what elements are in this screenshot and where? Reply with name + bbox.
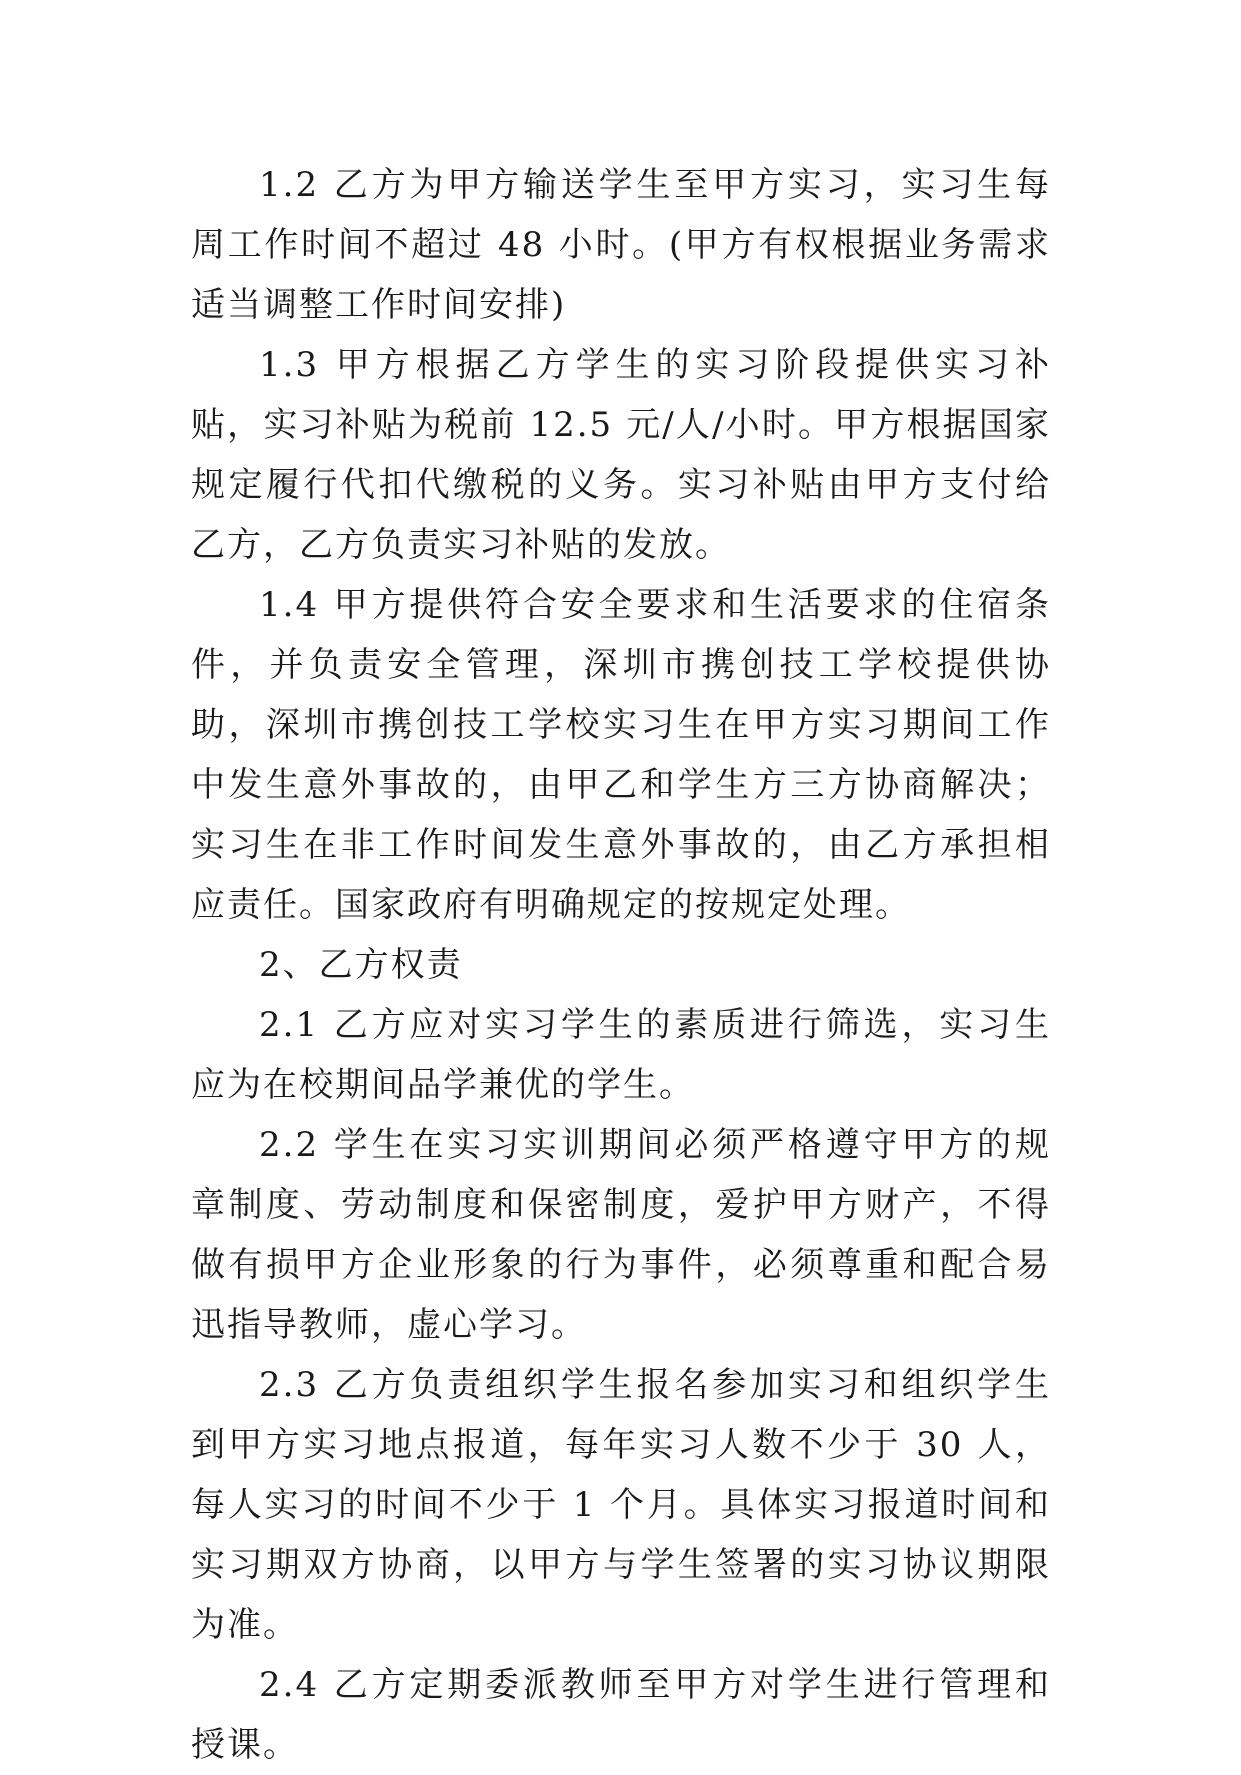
document-body bbox=[191, 155, 1051, 1775]
clause-1-2: 1.2 乙方为甲方输送学生至甲方实习，实习生每周工作时间不超过 48 小时。(甲方有权根据业务需求适当调整工作时间安排) bbox=[191, 165, 1051, 325]
clause-2-2: 2.2 学生在实习实训期间必须严格遵守甲方的规章制度、劳动制度和保密制度，爱护甲方财产，不得做有损甲方企业形象的行为事件，必须尊重和配合易迅指导教师，虚心学习。 bbox=[191, 1125, 1051, 1345]
clause-2-4: 2.4 乙方定期委派教师至甲方对学生进行管理和授课。 bbox=[191, 1665, 1051, 1765]
clause-2-3: 2.3 乙方负责组织学生报名参加实习和组织学生到甲方实习地点报道，每年实习人数不少于 30 人，每人实习的时间不少于 1 个月。具体实习报道时间和实习期双方协商，以甲方与学生签署的实习协议期限为准。 bbox=[191, 1365, 1051, 1645]
clause-2-1: 2.1 乙方应对实习学生的素质进行筛选，实习生应为在校期间品学兼优的学生。 bbox=[191, 1005, 1051, 1105]
section-2-heading: 2、乙方权责 bbox=[259, 945, 463, 985]
clause-1-4: 1.4 甲方提供符合安全要求和生活要求的住宿条件，并负责安全管理，深圳市携创技工学校提供协助，深圳市携创技工学校实习生在甲方实习期间工作中发生意外事故的，由甲乙和学生方三方协商解决；实习生在非工作时间发生意外事故的，由乙方承担相应责任。国家政府有明确规定的按规定处理。 bbox=[191, 585, 1051, 925]
clause-1-3: 1.3 甲方根据乙方学生的实习阶段提供实习补贴，实习补贴为税前 12.5 元/人/小时。甲方根据国家规定履行代扣代缴税的义务。实习补贴由甲方支付给乙方，乙方负责实习补贴的发放。 bbox=[191, 345, 1051, 565]
